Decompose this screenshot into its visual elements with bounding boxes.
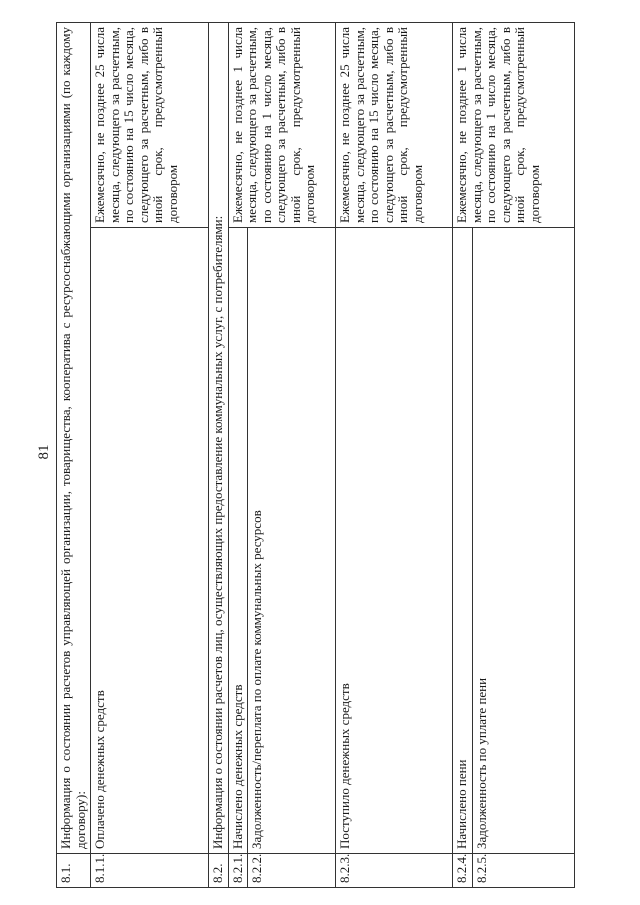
- row-number: 8.2.3.: [336, 854, 453, 888]
- table-row-8-2-3: [336, 22, 453, 887]
- row-number: 8.1.1.: [91, 854, 209, 888]
- row-number: 8.2.4.: [453, 854, 473, 888]
- disclosure-term: Ежемесячно, не позднее 25 числа месяца, следующего за расчетным, по состоянию на 15 число месяца, следующего за расчетным, либо в иной срок, предусмотренный договором: [336, 22, 453, 227]
- indicator-name: Начислено денежных средств: [228, 228, 248, 854]
- indicator-name: Начислено пени: [453, 228, 473, 854]
- row-number: 8.2.5.: [472, 854, 574, 888]
- section-heading: Информация о состоянии расчетов управляющей организации, товарищества, кооператива с ресурсоснабжающими организациями (по каждому договору):: [57, 22, 91, 853]
- table-row-8-2-1: [228, 22, 248, 887]
- row-number: 8.2.1.: [228, 854, 248, 888]
- disclosure-term: Ежемесячно, не позднее 1 числа месяца, следующего за расчетным, по состоянию на 1 число месяца, следующего за расчетным, либо в иной срок, предусмотренный договором: [228, 22, 336, 227]
- row-number: 8.1.: [57, 854, 91, 888]
- table-row-8-2-4: [453, 22, 473, 887]
- rotated-table-container: [56, 23, 542, 888]
- indicator-name: Оплачено денежных средств: [91, 228, 209, 854]
- disclosure-table: [56, 22, 575, 888]
- table-row-8-1: [57, 22, 91, 887]
- section-heading: Информация о состоянии расчетов лиц, осуществляющих предоставление коммунальных услуг, с потребителями:: [209, 22, 229, 853]
- table-row-8-2: [209, 22, 229, 887]
- row-number: 8.2.: [209, 854, 229, 888]
- indicator-name: Задолженность/переплата по оплате коммунальных ресурсов: [248, 228, 336, 854]
- indicator-name: Задолженность по уплате пени: [472, 228, 574, 854]
- row-number: 8.2.2.: [248, 854, 336, 888]
- disclosure-term: Ежемесячно, не позднее 1 числа месяца, следующего за расчетным, по состоянию на 1 число месяца, следующего за расчетным, либо в иной срок, предусмотренный договором: [453, 22, 575, 227]
- page-number: 81: [36, 444, 52, 460]
- disclosure-term: Ежемесячно, не позднее 25 числа месяца, следующего за расчетным, по состоянию на 15 число месяца, следующего за расчетным, либо в иной срок, предусмотренный договором: [91, 22, 209, 227]
- indicator-name: Поступило денежных средств: [336, 228, 453, 854]
- table-row-8-1-1: [91, 22, 209, 887]
